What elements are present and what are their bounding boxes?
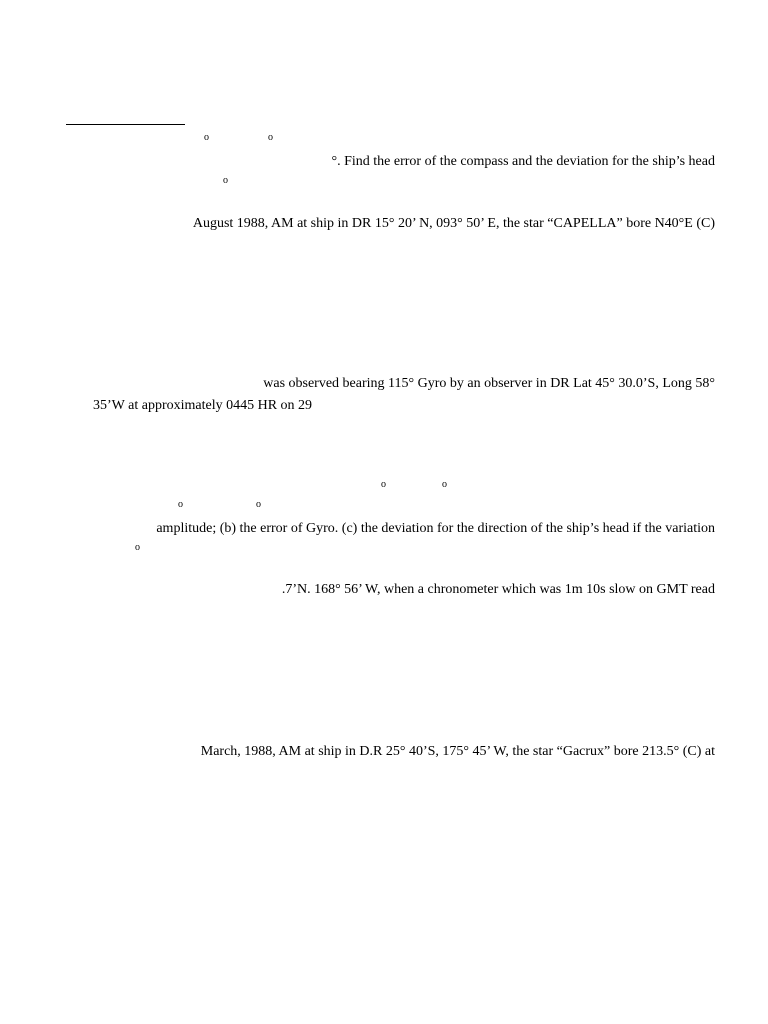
text-line-7: March, 1988, AM at ship in D.R 25° 40’S, 175° 45’ W, the star “Gacrux” bore 213.5° (C) at [200,744,715,759]
degree-glyph: o [178,499,183,510]
text-line-4: 35’W at approximately 0445 HR on 29 [93,398,313,413]
degree-glyph: o [256,499,261,510]
text-line-5: amplitude; (b) the error of Gyro. (c) the deviation for the direction of the ship’s head if the variation [156,521,715,536]
text-line-6: .7’N. 168° 56’ W, when a chronometer which was 1m 10s slow on GMT read [281,582,715,597]
degree-glyph: o [204,132,209,143]
degree-glyph: o [442,479,447,490]
degree-glyph: o [223,175,228,186]
text-line-2: August 1988, AM at ship in DR 15° 20’ N, 093° 50’ E, the star “CAPELLA” bore N40°E (C) [192,216,715,231]
text-line-3: was observed bearing 115° Gyro by an observer in DR Lat 45° 30.0’S, Long 58° [263,376,715,391]
degree-glyph: o [268,132,273,143]
underline-rule [66,124,185,125]
degree-glyph: o [381,479,386,490]
degree-glyph: o [135,542,140,553]
text-line-1: °. Find the error of the compass and the deviation for the ship’s head [331,154,715,169]
